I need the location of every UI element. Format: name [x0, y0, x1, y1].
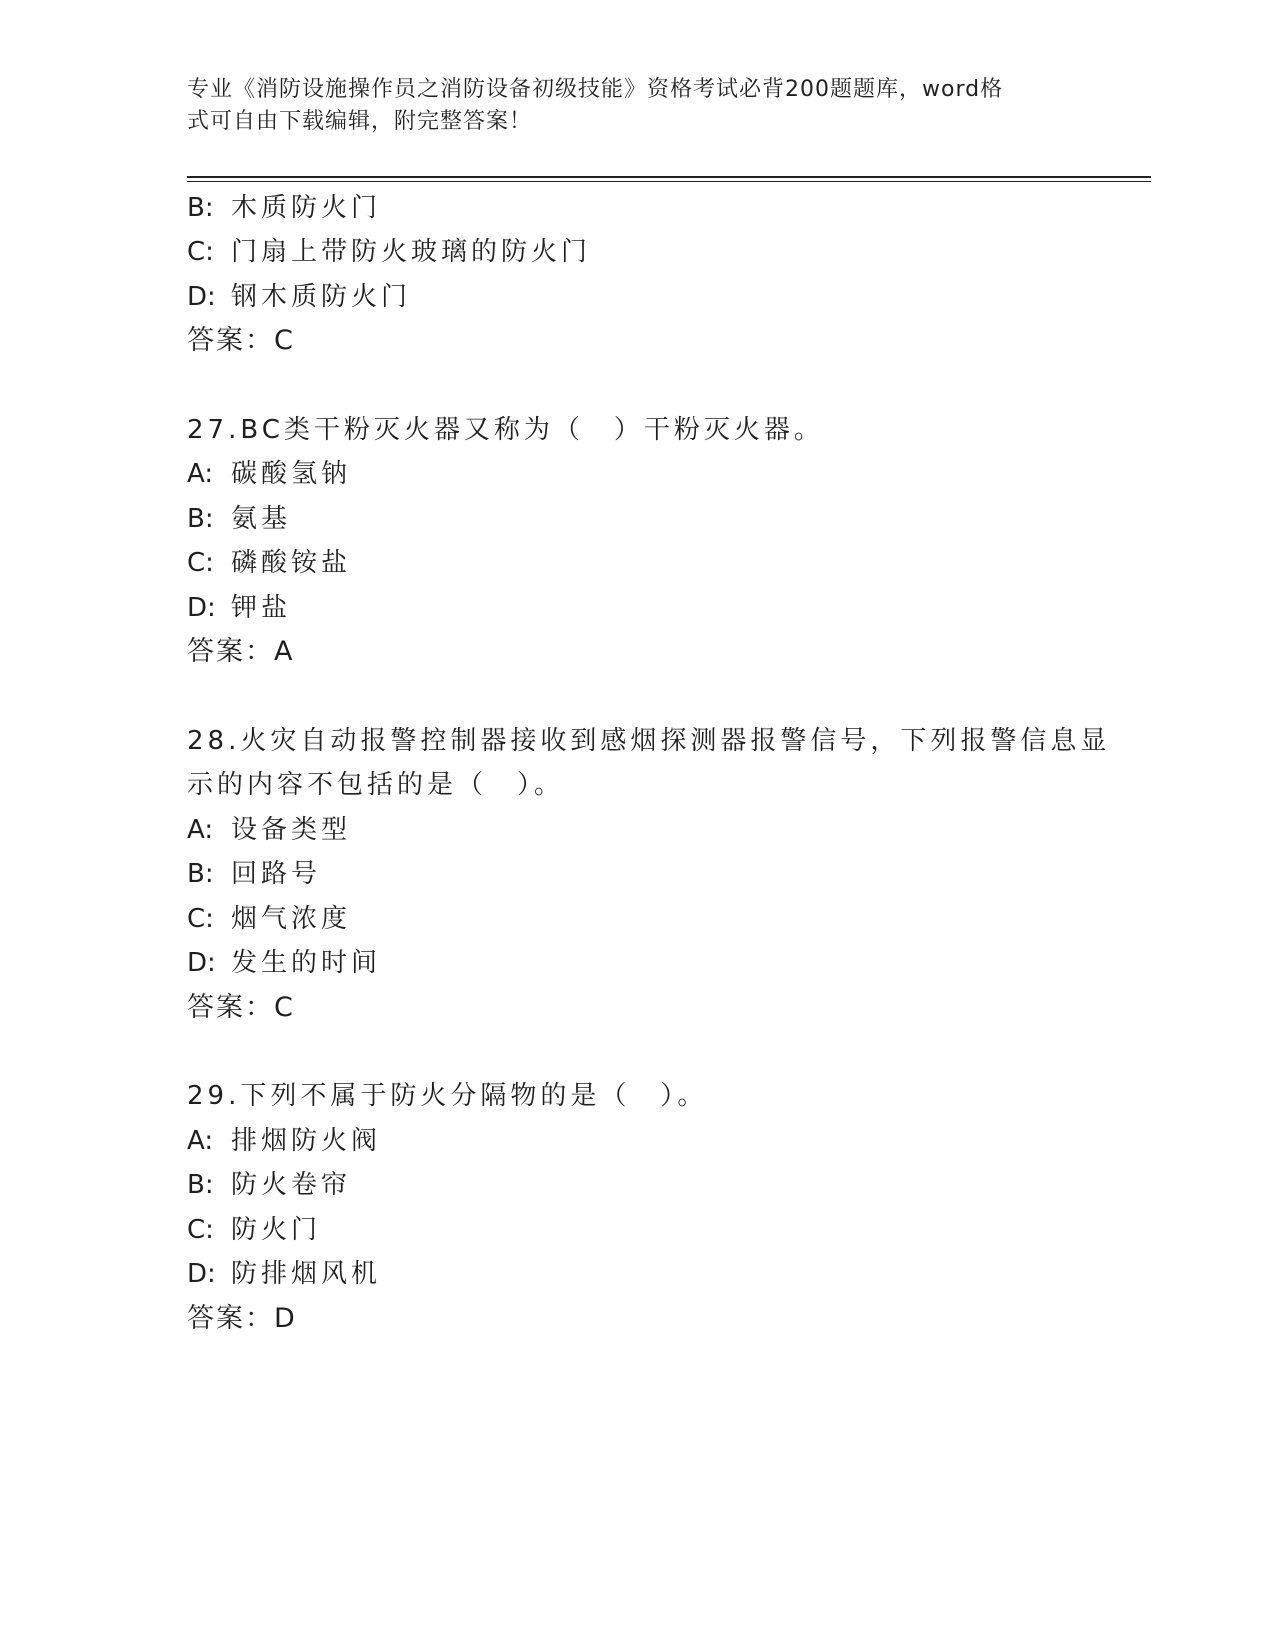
option-letter: B: [187, 193, 214, 223]
option-letter: C: [187, 548, 214, 578]
header-line-2: 式可自由下载编辑，附完整答案！ [187, 109, 533, 134]
q28-question-line-2: 示的内容不包括的是（ ）。 [187, 770, 565, 800]
option-letter: C: [187, 1215, 214, 1245]
q29-option-d [187, 1258, 381, 1290]
q28-option-a [187, 814, 351, 846]
option-text: 氨基 [231, 504, 292, 534]
option-text: 设备类型 [231, 815, 352, 845]
q27-question: 27.BC类干粉灭火器又称为（ ）干粉灭火器。 [187, 415, 824, 445]
header-divider-thin [187, 181, 1151, 182]
option-letter: D: [187, 593, 216, 623]
option-text: 防排烟风机 [231, 1259, 382, 1289]
q26-answer: 答案：C [187, 325, 295, 356]
q26-option-b [187, 192, 381, 224]
option-text: 回路号 [231, 859, 322, 889]
q27-answer: 答案：A [187, 636, 295, 667]
q26-option-c [187, 236, 591, 268]
option-text: 烟气浓度 [231, 904, 352, 934]
q28-option-b [187, 858, 321, 890]
option-letter: A: [187, 459, 214, 489]
q28-answer: 答案：C [187, 992, 295, 1023]
option-letter: B: [187, 504, 214, 534]
q27-option-c [187, 547, 351, 579]
q29-option-b [187, 1169, 351, 1201]
option-text: 钾盐 [231, 593, 292, 623]
option-letter: A: [187, 815, 214, 845]
option-text: 木质防火门 [231, 193, 382, 223]
q28-question-line-1: 28.火灾自动报警控制器接收到感烟探测器报警信号，下列报警信息显 [187, 726, 1111, 756]
option-letter: A: [187, 1126, 214, 1156]
option-text: 磷酸铵盐 [231, 548, 352, 578]
option-text: 排烟防火阀 [231, 1126, 382, 1156]
q29-option-a [187, 1125, 381, 1157]
option-text: 发生的时间 [231, 948, 382, 978]
q26-option-d [187, 281, 411, 313]
q27-option-b [187, 503, 291, 535]
option-letter: C: [187, 237, 214, 267]
q27-option-d [187, 592, 291, 624]
option-letter: D: [187, 1259, 216, 1289]
option-letter: B: [187, 859, 214, 889]
option-text: 门扇上带防火玻璃的防火门 [231, 237, 592, 267]
q29-option-c [187, 1214, 321, 1246]
option-text: 碳酸氢钠 [231, 459, 352, 489]
q27-option-a [187, 458, 351, 490]
q28-option-d [187, 947, 381, 979]
header-divider-thick [187, 176, 1151, 178]
q29-question: 29.下列不属于防火分隔物的是（ ）。 [187, 1081, 708, 1111]
q29-answer: 答案：D [187, 1303, 297, 1334]
option-letter: D: [187, 282, 216, 312]
header-line-1: 专业《消防设施操作员之消防设备初级技能》资格考试必背200题题库，word格 [187, 77, 1004, 102]
document-header [187, 74, 1097, 138]
q28-option-c [187, 903, 351, 935]
option-letter: D: [187, 948, 216, 978]
option-letter: B: [187, 1170, 214, 1200]
option-text: 防火卷帘 [231, 1170, 352, 1200]
option-text: 防火门 [231, 1215, 322, 1245]
option-letter: C: [187, 904, 214, 934]
option-text: 钢木质防火门 [231, 282, 412, 312]
